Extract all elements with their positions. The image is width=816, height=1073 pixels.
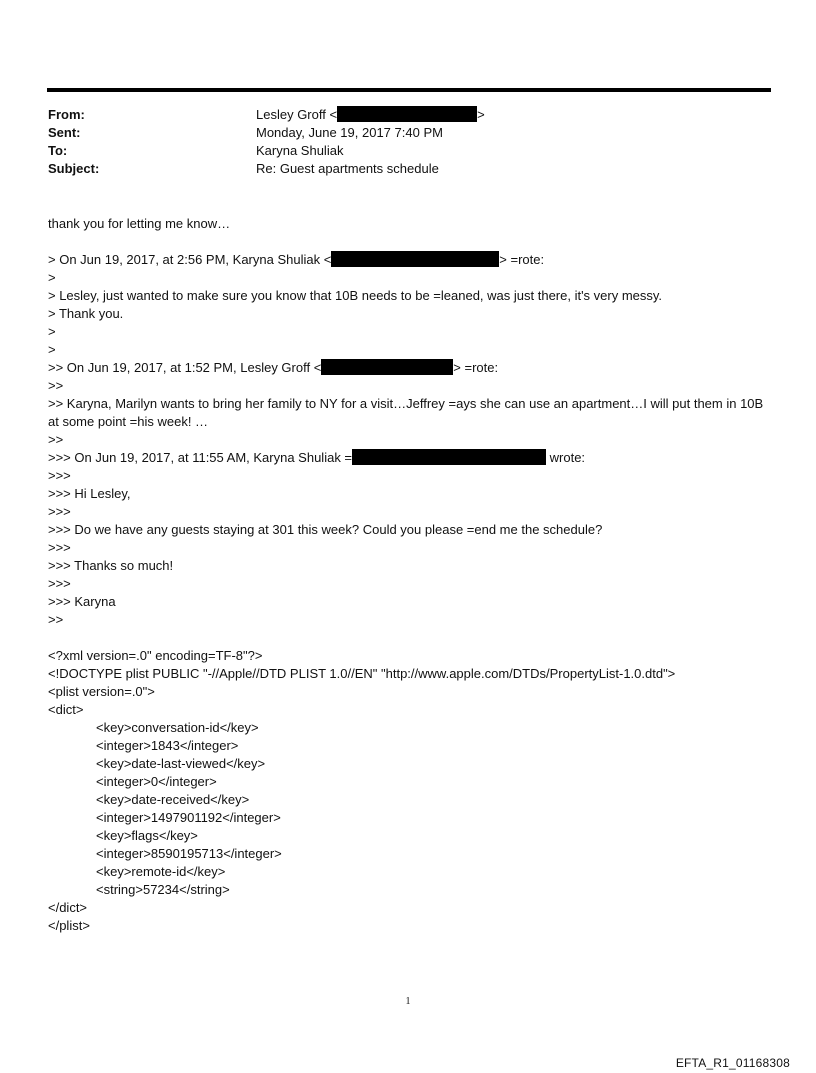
plist-line: </dict> bbox=[48, 900, 88, 915]
from-value: Lesley Groff < > bbox=[256, 107, 485, 122]
to-label: To: bbox=[48, 143, 68, 158]
plist-line: </plist> bbox=[48, 918, 90, 933]
plist-line: <key>date-last-viewed</key> bbox=[96, 756, 266, 771]
plist-line: <plist version=.0"> bbox=[48, 684, 155, 699]
page-number: 1 bbox=[405, 996, 411, 1007]
plist-line: <?xml version=.0" encoding=TF-8"?> bbox=[48, 648, 263, 663]
body-line: >> bbox=[48, 612, 64, 627]
redaction-box bbox=[331, 251, 499, 267]
plist-line: <integer>1843</integer> bbox=[96, 738, 239, 753]
plist-line: <!DOCTYPE plist PUBLIC "-//Apple//DTD PLIST 1.0//EN" "http://www.apple.com/DTDs/PropertyList-1.0.dtd"> bbox=[48, 666, 676, 681]
plist-line: <key>remote-id</key> bbox=[96, 864, 226, 879]
body-line: >>> Hi Lesley, bbox=[48, 486, 131, 501]
bates-number: EFTA_R1_01168308 bbox=[675, 1056, 790, 1070]
plist-line: <key>date-received</key> bbox=[96, 792, 250, 807]
sent-label: Sent: bbox=[48, 125, 81, 140]
redaction-box bbox=[337, 106, 477, 122]
body-line: > bbox=[48, 270, 56, 285]
to-value: Karyna Shuliak bbox=[256, 143, 344, 158]
body-line: >>> bbox=[48, 540, 71, 555]
sent-value: Monday, June 19, 2017 7:40 PM bbox=[256, 125, 443, 140]
body-line: thank you for letting me know… bbox=[48, 216, 231, 231]
quoted-header-line: >> On Jun 19, 2017, at 1:52 PM, Lesley Groff < > =rote: bbox=[48, 360, 499, 375]
body-line: >>> bbox=[48, 468, 71, 483]
plist-line: <integer>0</integer> bbox=[96, 774, 217, 789]
body-line: >>> bbox=[48, 504, 71, 519]
plist-line: <key>conversation-id</key> bbox=[96, 720, 259, 735]
from-label: From: bbox=[48, 107, 85, 122]
body-line: > Thank you. bbox=[48, 306, 124, 321]
body-paragraph: >> Karyna, Marilyn wants to bring her family to NY for a visit…Jeffrey =ays she can use an apartment…I will put them in 10B at some point =his week! … bbox=[48, 396, 764, 429]
redaction-box bbox=[352, 449, 546, 465]
body-line: >>> Karyna bbox=[48, 594, 116, 609]
body-line: >> bbox=[48, 378, 64, 393]
subject-label: Subject: bbox=[48, 161, 100, 176]
header-rule bbox=[47, 88, 771, 92]
subject-value: Re: Guest apartments schedule bbox=[256, 161, 439, 176]
plist-line: <integer>1497901192</integer> bbox=[96, 810, 281, 825]
body-line: >>> bbox=[48, 576, 71, 591]
redaction-box bbox=[321, 359, 453, 375]
quoted-header-line: > On Jun 19, 2017, at 2:56 PM, Karyna Shuliak < > =rote: bbox=[48, 252, 545, 267]
plist-line: <string>57234</string> bbox=[96, 882, 230, 897]
quoted-header-line: >>> On Jun 19, 2017, at 11:55 AM, Karyna Shuliak = wrote: bbox=[48, 450, 586, 465]
body-line: >> bbox=[48, 432, 64, 447]
plist-line: <integer>8590195713</integer> bbox=[96, 846, 282, 861]
body-line: >>> Do we have any guests staying at 301 this week? Could you please =end me the schedule? bbox=[48, 522, 603, 537]
body-line: > bbox=[48, 342, 56, 357]
body-line: >>> Thanks so much! bbox=[48, 558, 174, 573]
body-line: > Lesley, just wanted to make sure you know that 10B needs to be =leaned, was just there, it's very messy. bbox=[48, 288, 663, 303]
plist-line: <key>flags</key> bbox=[96, 828, 198, 843]
plist-line: <dict> bbox=[48, 702, 84, 717]
body-line: > bbox=[48, 324, 56, 339]
